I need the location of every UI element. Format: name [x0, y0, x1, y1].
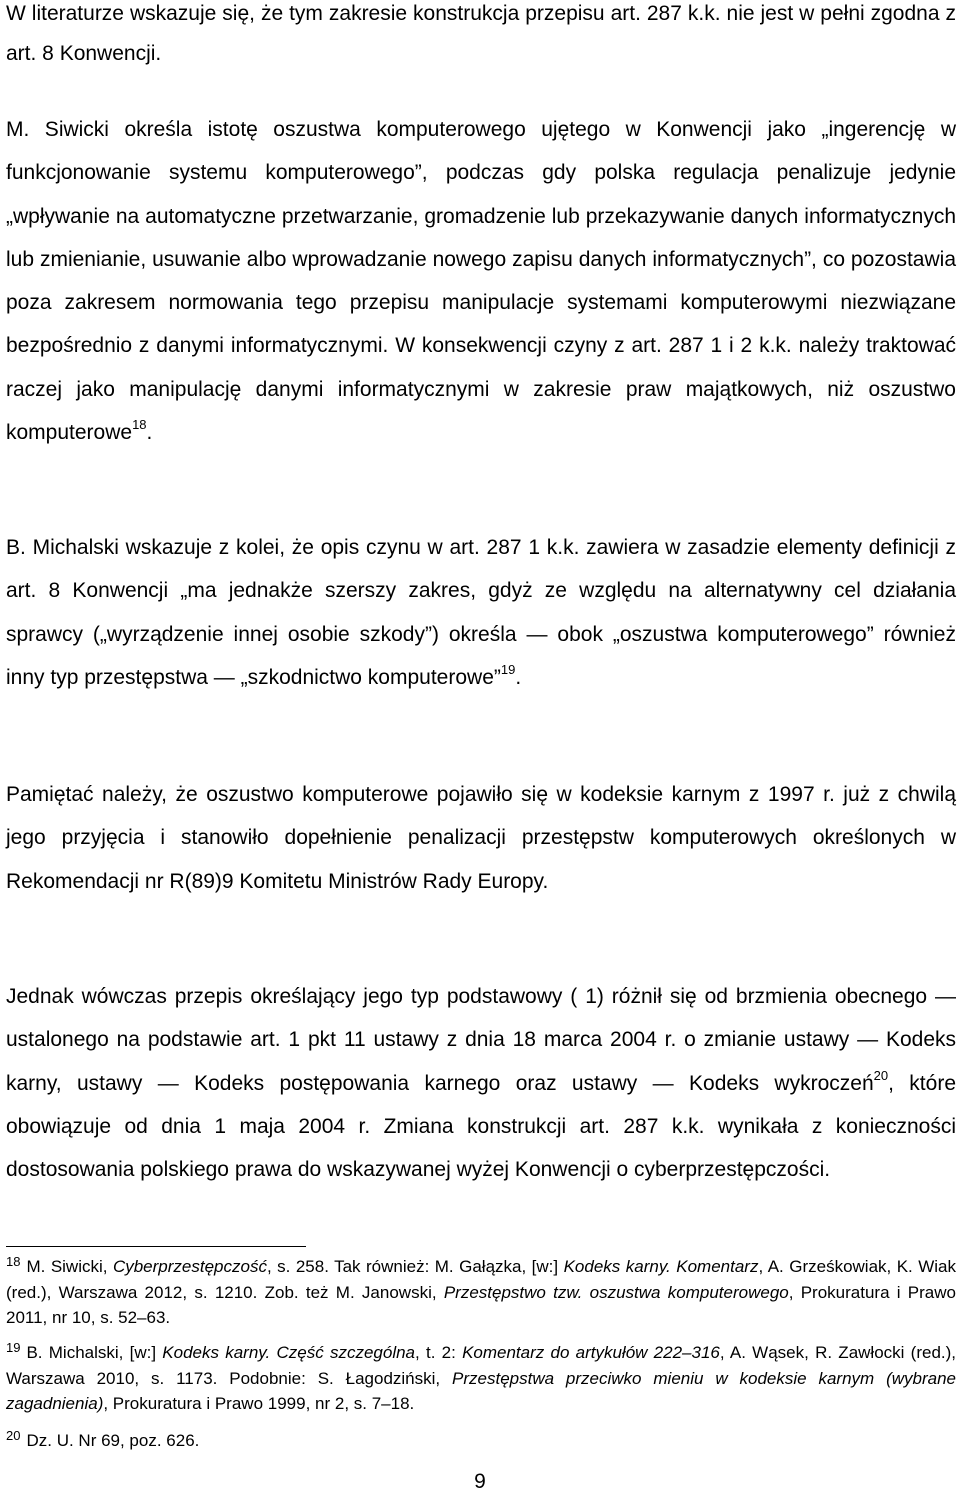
footnote-separator: [6, 1246, 306, 1247]
footnote-text: , s. 258. Tak również: M. Gałązka, [w:]: [266, 1257, 564, 1276]
paragraph-2-end: .: [146, 421, 153, 445]
paragraph-2: [6, 108, 956, 454]
footnote-19: [6, 1340, 956, 1416]
paragraph-5: [6, 975, 956, 1191]
footnote-title: Komentarz do artykułów 222–316: [462, 1343, 720, 1362]
paragraph-4: Pamiętać należy, że oszustwo komputerowe pojawiło się w kodeksie karnym z 1997 r. już z chwilą jego przyjęcia i stanowiło dopełnienie penalizacji przestępstw komputerowych określonych w Rekomendacji nr R(89)9 Komitetu Ministrów Rady Europy.: [6, 783, 956, 893]
paragraph-5-end: , które obowiązuje od dnia 1 maja 2004 r. Zmiana konstrukcji art. 287 k.k. wynikała z konieczności dostosowania polskiego prawa do wskazywanej wyżej Konwencji o cyberprzestępczości.: [6, 1071, 956, 1182]
paragraph-3-end: .: [515, 665, 522, 689]
footnote-18: [6, 1254, 956, 1330]
footnote-number: 18: [6, 1254, 21, 1269]
paragraph-1: W literaturze wskazuje się, że tym zakresie konstrukcja przepisu art. 287 k.k. nie jest w pełni zgodna z art. 8 Konwencji.: [6, 2, 956, 65]
footnote-title: Cyberprzestępczość: [112, 1257, 267, 1276]
page-number: 9: [474, 1470, 486, 1493]
footnote-number: 19: [6, 1340, 21, 1355]
footnote-title: Kodeks karny. Część szczególna: [162, 1343, 416, 1362]
footnote-text: M. Siwicki,: [26, 1257, 113, 1276]
footnote-title: Kodeks karny. Komentarz: [563, 1257, 759, 1276]
footnote-text: , t. 2:: [415, 1343, 463, 1362]
footnote-text: , Prokuratura i Prawo 1999, nr 2, s. 7–18.: [103, 1394, 415, 1413]
paragraph-2-text: M. Siwicki określa istotę oszustwa komputerowego ujętego w Konwencji jako „ingerencję w funkcjonowanie systemu komputerowego”, podczas gdy polska regulacja penalizuje jedynie „wpływanie na automatyczne przetwarzanie, gromadzenie lub przekazywanie danych informatycznych lub zmienianie, usuwanie albo wprowadzanie nowego zapisu danych informatycznych”, co pozostawia poza zakresem normowania tego przepisu manipulacje systemami komputerowymi niezwiązane bezpośrednio z danymi informatycznymi. W konsekwencji czyny z art. 287 1 i 2 k.k. należy traktować raczej jako manipulację danymi informatycznymi w zakresie praw majątkowych, niż oszustwo komputerowe: [6, 118, 956, 445]
paragraph-3: [6, 526, 956, 699]
paragraph-5-text: Jednak wówczas przepis określający jego typ podstawowy ( 1) różnił się od brzmienia obecnego — ustalonego na podstawie art. 1 pkt 11 ustawy z dnia 18 marca 2004 r. o zmianie ustawy — Kodeks karny, ustawy — Kodeks postępowania karnego oraz ustawy — Kodeks wykroczeń: [6, 985, 956, 1095]
footnote-text: , Prokuratura i Prawo 2011, nr 10, s. 52–63.: [6, 1283, 956, 1327]
paragraph-3-text: B. Michalski wskazuje z kolei, że opis czynu w art. 287 1 k.k. zawiera w zasadzie elementy definicji z art. 8 Konwencji „ma jednakże szerszy zakres, gdyż ze względu na alternatywny cel działania sprawcy („wyrządzenie innej osobie szkody”) określa — obok „oszustwa komputerowego” również inny typ przestępstwa — „szkodnictwo komputerowe”: [6, 536, 956, 689]
footnote-text: B. Michalski, [w:]: [26, 1343, 163, 1362]
footnote-ref-20[interactable]: 20: [873, 1067, 889, 1083]
footnote-20: [6, 1428, 956, 1454]
footnote-title: Przestępstwo tzw. oszustwa komputerowego: [443, 1283, 789, 1302]
footnote-ref-18[interactable]: 18: [132, 417, 147, 433]
footnote-text: Dz. U. Nr 69, poz. 626.: [26, 1431, 200, 1450]
footnote-number: 20: [6, 1428, 21, 1443]
footnote-title: Przestępstwa przeciwko mieniu w kodeksie karnym (wybrane zagadnienia): [6, 1369, 956, 1413]
footnote-text: , A. Grześkowiak, K. Wiak (red.), Warszawa 2012, s. 1210. Zob. też M. Janowski,: [6, 1257, 957, 1302]
footnote-ref-19[interactable]: 19: [500, 661, 516, 677]
footnote-text: , A. Wąsek, R. Zawłocki (red.), Warszawa 2010, s. 1173. Podobnie: S. Łagodziński,: [6, 1343, 956, 1388]
